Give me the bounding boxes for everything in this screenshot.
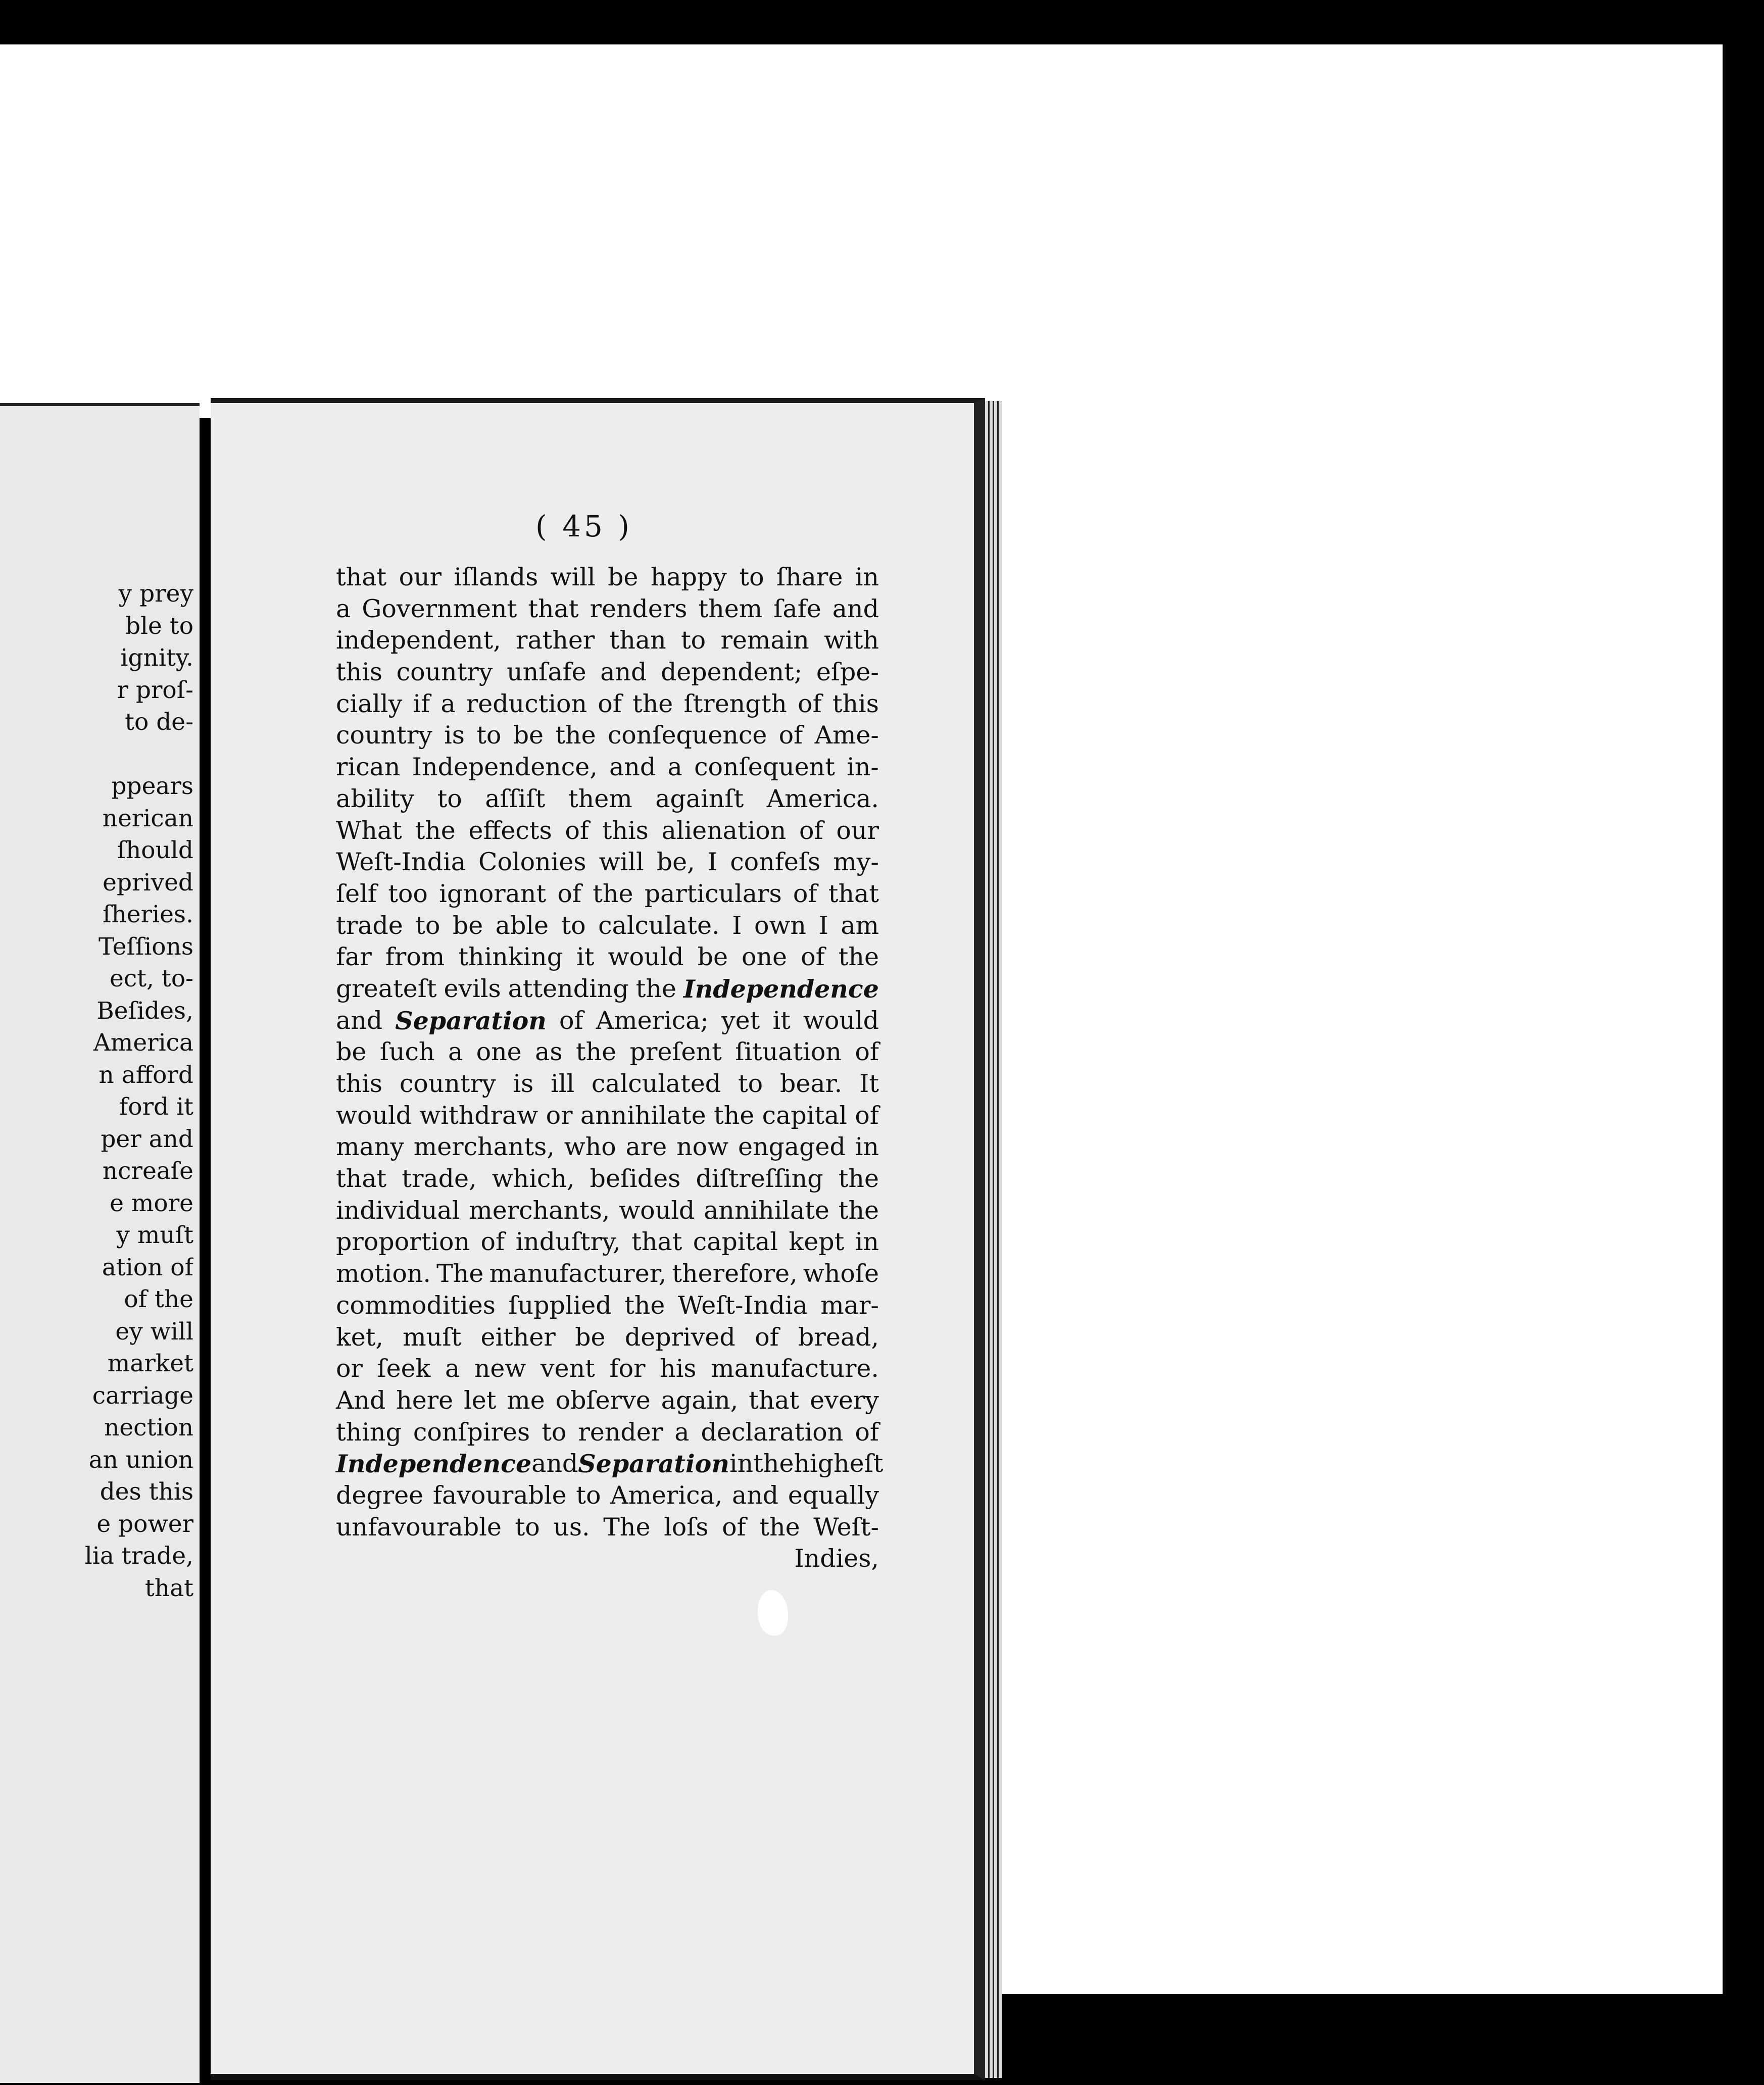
word: greateſt (336, 974, 437, 1003)
word: every (810, 1385, 879, 1415)
word: of (598, 689, 622, 718)
word: And (336, 1385, 386, 1415)
text-line (336, 815, 879, 847)
text-line (336, 1448, 884, 1480)
left-text-line: ect, to- (110, 965, 193, 992)
word: individual (336, 1196, 460, 1225)
word: merchants, (413, 1132, 555, 1162)
word: induſtry, (515, 1227, 621, 1257)
left-text-line: an union (88, 1446, 193, 1474)
word: favourable (432, 1480, 567, 1510)
word: and (732, 1480, 779, 1510)
word: and (336, 1006, 383, 1035)
text-line (336, 1512, 879, 1544)
word: that (828, 879, 879, 908)
word: one (476, 1037, 522, 1067)
text-line (336, 1385, 879, 1417)
word: particulars (644, 879, 782, 908)
word: effects (468, 816, 552, 845)
word: to (738, 1069, 763, 1098)
left-text-line: nection (104, 1414, 193, 1442)
word: I (818, 911, 828, 940)
word: of (565, 816, 590, 845)
word: to (542, 1417, 567, 1447)
word: in (855, 563, 879, 591)
word: independent, (336, 626, 501, 655)
word: who (564, 1132, 616, 1162)
word: Government (362, 594, 517, 623)
text-line (336, 1258, 879, 1290)
left-text-line: to de- (125, 708, 193, 736)
word: confeſs (730, 848, 821, 877)
word: calculated (591, 1069, 721, 1098)
word: ket, (336, 1322, 383, 1352)
word: higheſt (794, 1449, 884, 1478)
word: as (535, 1037, 563, 1067)
word: this (832, 689, 879, 718)
word: it (772, 1006, 791, 1035)
catchword: Indies, (794, 1544, 879, 1573)
word: The (436, 1259, 484, 1288)
word: too (388, 879, 428, 908)
word: a (336, 594, 351, 623)
word: bread, (798, 1322, 879, 1352)
word: is (444, 721, 465, 750)
left-text-line: per and (101, 1125, 193, 1153)
word: in (855, 1227, 879, 1257)
left-text-line: y muſt (116, 1221, 193, 1249)
word: me (507, 1385, 545, 1415)
word: am (841, 911, 879, 940)
text-line (336, 688, 879, 720)
text-line (336, 1417, 879, 1449)
word: yet (721, 1006, 760, 1035)
word: let (464, 1385, 497, 1415)
word: Colonies (478, 848, 586, 877)
word: diſtreſſing (696, 1164, 823, 1194)
word: render (578, 1417, 663, 1447)
word: Separation (578, 1449, 729, 1479)
word: mar- (820, 1290, 879, 1320)
word: this (336, 658, 383, 687)
word: remain (720, 626, 809, 655)
word: capital (762, 1101, 847, 1130)
word: country (399, 1069, 496, 1098)
word: to (476, 721, 502, 750)
word: that (336, 563, 387, 591)
word: a (667, 753, 682, 782)
word: of (855, 1417, 879, 1447)
word: of (755, 1322, 779, 1352)
left-text-line: lia trade, (84, 1542, 193, 1570)
word: The (603, 1512, 651, 1542)
word: kept (789, 1227, 845, 1257)
word: ſupplied (508, 1290, 612, 1320)
word: to (561, 911, 586, 940)
word: reduction (466, 689, 587, 718)
word: deprived (624, 1322, 736, 1352)
word: calculate. (598, 911, 720, 940)
word: our (399, 563, 442, 591)
word: the (838, 942, 879, 972)
page-edge (985, 401, 1002, 2078)
word: aſſiſt (485, 784, 546, 813)
word: to (437, 784, 462, 813)
word: of (855, 1037, 879, 1067)
left-text-line: e more (110, 1189, 193, 1217)
word: either (480, 1322, 556, 1352)
word: new (474, 1354, 526, 1383)
text-line (336, 1163, 879, 1195)
word: unfavourable (336, 1512, 502, 1542)
word: dependent; (660, 658, 803, 687)
left-text-line: nerican (102, 804, 193, 832)
text-line (336, 1036, 879, 1068)
word: the (632, 689, 673, 718)
text-line (336, 1068, 879, 1100)
word: whoſe (803, 1259, 879, 1288)
text-line (336, 752, 879, 783)
word: of (798, 689, 822, 718)
word: that (336, 1164, 387, 1194)
text-line (336, 847, 879, 878)
text-line (336, 625, 879, 657)
word: motion. (336, 1259, 431, 1288)
word: that (631, 1227, 682, 1257)
scan-border-right (1723, 0, 1764, 2041)
word: my- (833, 848, 879, 877)
word: I (707, 848, 718, 877)
word: would (608, 942, 684, 972)
word: conſpires (413, 1417, 530, 1447)
word: eſpe- (816, 658, 879, 687)
word: in (729, 1449, 754, 1478)
word: far (336, 942, 372, 972)
text-line (336, 1005, 879, 1037)
left-page-text (2, 578, 193, 1604)
left-text-line: Teſſions (98, 932, 193, 961)
word: happy (650, 563, 727, 591)
word: the (624, 1290, 665, 1320)
word: the (415, 816, 456, 845)
word: would (619, 1196, 695, 1225)
word: withdraw (419, 1101, 538, 1130)
left-text-line: ation of (102, 1253, 193, 1281)
word: own (754, 911, 806, 940)
word: What (336, 816, 402, 845)
word: America; (596, 1006, 709, 1035)
text-line (336, 1480, 879, 1512)
word: ſituation (735, 1037, 842, 1067)
word: proportion (336, 1227, 470, 1257)
word: would (803, 1006, 879, 1035)
word: iſlands (454, 563, 538, 591)
left-text-line: Beſides, (96, 997, 193, 1025)
word: many (336, 1132, 404, 1162)
word: loſs (664, 1512, 709, 1542)
left-text-line: ble to (125, 612, 193, 640)
word: commodities (336, 1290, 496, 1320)
word: them (568, 784, 632, 813)
left-text-line: n afford (99, 1061, 193, 1089)
word: the (593, 879, 633, 908)
word: be (608, 563, 639, 591)
word: rican (336, 753, 401, 782)
word: of (855, 1101, 879, 1130)
word: and (531, 1449, 578, 1478)
word: be (513, 721, 544, 750)
left-text-line: des this (100, 1478, 193, 1506)
word: one (741, 942, 788, 972)
word: obſerve (555, 1385, 651, 1415)
word: is (513, 1069, 534, 1098)
text-line (336, 973, 879, 1005)
word: ſelf (336, 879, 377, 908)
left-text-line: ppears (111, 772, 193, 800)
word: and (600, 658, 647, 687)
left-text-line (2, 738, 193, 771)
left-text-line: eprived (103, 868, 193, 897)
word: in- (847, 753, 879, 782)
word: manufacturer, (489, 1259, 667, 1288)
word: this (336, 1069, 383, 1098)
word: a (440, 689, 456, 718)
word: it (576, 942, 595, 972)
word: be (575, 1322, 606, 1352)
word: ſtrength (683, 689, 787, 718)
word: will (550, 563, 596, 591)
word: be (336, 1037, 367, 1067)
word: the (753, 1449, 794, 1478)
word: cially (336, 689, 403, 718)
word: for (609, 1354, 646, 1383)
text-line (336, 1131, 879, 1163)
word: preſent (629, 1037, 722, 1067)
word: this (602, 816, 649, 845)
word: of (799, 816, 823, 845)
word: Weſt-India (677, 1290, 808, 1320)
word: that (749, 1385, 800, 1415)
left-text-line: r proſ- (117, 676, 193, 704)
left-text-line: ford it (119, 1093, 193, 1121)
left-text-line: e power (96, 1510, 193, 1538)
text-line (336, 941, 879, 973)
text-line (336, 878, 879, 910)
word: to (576, 1480, 601, 1510)
word: merchants, (469, 1196, 610, 1225)
word: It (859, 1069, 879, 1098)
left-text-line: of the (124, 1285, 193, 1313)
left-text-line: ignity. (120, 644, 193, 672)
word: now (676, 1132, 729, 1162)
word: Weſt- (813, 1512, 879, 1542)
word: be (452, 911, 483, 940)
word: are (625, 1132, 667, 1162)
word: or (336, 1354, 363, 1383)
word: America. (766, 784, 879, 813)
word: ill (551, 1069, 575, 1098)
word: with (824, 626, 879, 655)
word: ſafe (773, 594, 821, 623)
word: to (515, 1512, 540, 1542)
word: thinking (458, 942, 563, 972)
left-text-line: ſheries. (103, 901, 193, 928)
word: annihilate (704, 1196, 829, 1225)
word: manufacture. (711, 1354, 879, 1383)
word: country (336, 721, 432, 750)
word: muſt (403, 1322, 462, 1352)
word: here (396, 1385, 454, 1415)
word: would (336, 1101, 412, 1130)
word: evils (444, 974, 501, 1003)
word: of (801, 942, 825, 972)
word: the (575, 1037, 617, 1067)
word: degree (336, 1480, 424, 1510)
word: be (697, 942, 728, 972)
text-line (336, 562, 879, 593)
word: again, (661, 1385, 739, 1415)
word: annihilate (580, 1101, 706, 1130)
word: ſuch (379, 1037, 435, 1067)
word: trade, (402, 1164, 477, 1194)
word: beſides (590, 1164, 681, 1194)
word: from (385, 942, 445, 972)
word: the (759, 1512, 800, 1542)
text-line (336, 783, 879, 815)
word: of (778, 721, 803, 750)
text-line (336, 910, 879, 942)
word: us. (553, 1512, 590, 1542)
word: will (599, 848, 644, 877)
word: of (722, 1512, 746, 1542)
text-line (336, 1100, 879, 1132)
word: Separation (395, 1006, 547, 1035)
word: conſequent (694, 753, 835, 782)
word: Ame- (814, 721, 879, 750)
word: the (714, 1101, 755, 1130)
word: of (793, 879, 817, 908)
word: attending (508, 974, 629, 1003)
left-text-line: market (107, 1350, 193, 1377)
word: conſequence (607, 721, 767, 750)
word: his (660, 1354, 697, 1383)
text-line (336, 1195, 879, 1227)
word: that (528, 594, 579, 623)
left-page (0, 403, 200, 2083)
word: able (495, 911, 549, 940)
word: the (635, 974, 676, 1003)
word: bear. (779, 1069, 843, 1098)
word: Independence (683, 974, 879, 1004)
text-line (336, 1290, 879, 1322)
word: declaration (701, 1417, 844, 1447)
word: thing (336, 1417, 402, 1447)
word: engaged (738, 1132, 846, 1162)
text-line (336, 657, 879, 688)
scan-sheet (0, 44, 1723, 1994)
word: to (739, 563, 764, 591)
word: our (836, 816, 879, 845)
word: in (855, 1132, 879, 1162)
word: the (838, 1196, 879, 1225)
word: to (415, 911, 440, 940)
word: if (413, 689, 430, 718)
word: equally (788, 1480, 879, 1510)
left-text-line: that (144, 1574, 193, 1602)
word: rather (516, 626, 595, 655)
word: Independence (336, 1449, 532, 1479)
word: ſhare (776, 563, 843, 591)
word: ignorant (439, 879, 547, 908)
word: capital (693, 1227, 778, 1257)
body-text (336, 562, 884, 1575)
word: them (698, 594, 763, 623)
word: the (555, 721, 596, 750)
word: I (732, 911, 742, 940)
page-number: ( 45 ) (535, 509, 632, 543)
word: which, (492, 1164, 575, 1194)
word: trade (336, 911, 403, 940)
word: country (396, 658, 493, 687)
word: Weſt-India (336, 848, 466, 877)
word: ſeek (377, 1354, 431, 1383)
text-line (336, 1226, 879, 1258)
word: renders (590, 594, 688, 623)
text-line (336, 593, 879, 625)
word: than (609, 626, 666, 655)
text-line (336, 1322, 879, 1354)
left-text-line: America (93, 1029, 193, 1057)
word: a (674, 1417, 690, 1447)
word: therefore, (672, 1259, 798, 1288)
word: or (546, 1101, 573, 1130)
word: and (832, 594, 879, 623)
word: a (445, 1354, 460, 1383)
word: to (680, 626, 706, 655)
word: a (448, 1037, 463, 1067)
left-text-line: ey will (115, 1317, 193, 1346)
word: be, (656, 848, 695, 877)
left-text-line: y prey (118, 580, 193, 608)
word: and (609, 753, 656, 782)
word: of (557, 879, 582, 908)
word: America, (610, 1480, 723, 1510)
word: vent (540, 1354, 595, 1383)
word: unſafe (507, 658, 586, 687)
word: alienation (661, 816, 787, 845)
word: againſt (655, 784, 744, 813)
word: ability (336, 784, 414, 813)
left-text-line: carriage (92, 1381, 193, 1410)
word: of (480, 1227, 505, 1257)
left-text-line: ſhould (117, 836, 193, 864)
word: the (838, 1164, 879, 1194)
left-text-line: ncreaſe (102, 1157, 193, 1185)
text-line (336, 1353, 879, 1385)
word: of (559, 1006, 583, 1035)
book-spine (200, 418, 211, 2075)
word: Independence, (412, 753, 598, 782)
text-line (336, 720, 879, 752)
